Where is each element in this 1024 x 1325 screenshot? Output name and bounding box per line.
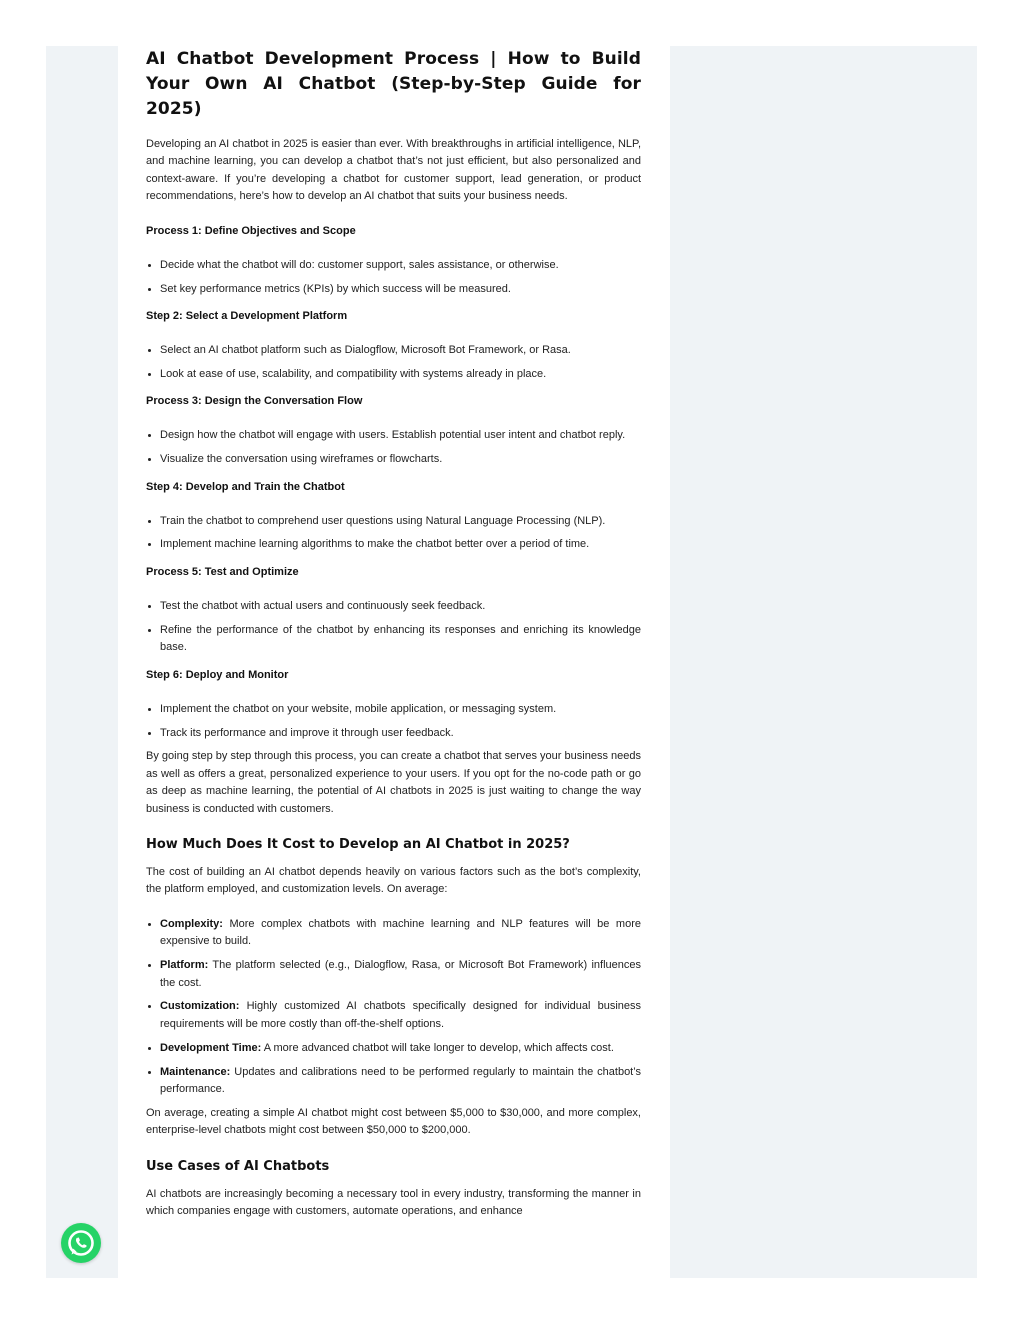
list-item xyxy=(160,916,641,951)
list-item: • Decide what the chatbot will do: customer support, sales assistance, or otherwise. xyxy=(160,257,641,274)
cost-factor-list xyxy=(146,916,641,1099)
cost-summary-paragraph: On average, creating a simple AI chatbot might cost between $5,000 to $30,000, and more complex, enterprise-level chatbots might cost between $50,000 to $200,000. xyxy=(146,1107,641,1137)
list-item: • Refine the performance of the chatbot by enhancing its responses and enriching its knowledge base. xyxy=(160,622,641,657)
factor-text: Highly customized AI chatbots specifically designed for individual business requirements will be more costly than off-the-shelf options. xyxy=(160,1000,641,1030)
factor-text: The platform selected (e.g., Dialogflow, Rasa, or Microsoft Bot Framework) influences the cost. xyxy=(160,959,641,989)
step-heading: Step 4: Develop and Train the Chatbot xyxy=(146,480,345,493)
list-item: • Set key performance metrics (KPIs) by which success will be measured. xyxy=(160,281,641,298)
step-heading: Process 1: Define Objectives and Scope xyxy=(146,224,356,237)
whatsapp-icon xyxy=(61,1223,101,1263)
list-item: • Look at ease of use, scalability, and compatibility with systems already in place. xyxy=(160,366,641,383)
section-heading-use-cases: Use Cases of AI Chatbots xyxy=(146,1158,330,1174)
list-item: • Select an AI chatbot platform such as Dialogflow, Microsoft Bot Framework, or Rasa. xyxy=(160,342,641,359)
factor-label: Development Time: xyxy=(160,1041,262,1054)
step-heading: Step 2: Select a Development Platform xyxy=(146,309,348,322)
step-list xyxy=(146,257,641,298)
whatsapp-chat-button[interactable] xyxy=(61,1223,101,1263)
cost-intro-paragraph: The cost of building an AI chatbot depends heavily on various factors such as the bot’s complexity, the platform employed, and customization levels. On average: xyxy=(146,866,641,896)
step-list xyxy=(146,598,641,657)
steps-section xyxy=(146,223,641,742)
step-list xyxy=(146,427,641,468)
step-list xyxy=(146,342,641,383)
intro-paragraph: Developing an AI chatbot in 2025 is easier than ever. With breakthroughs in artificial intelligence, NLP, and machine learning, you can develop a chatbot that’s not just efficient, but also personalized and context-aware. If you’re developing a chatbot for customer support, lead generation, or product recommendations, here’s how to develop an AI chatbot that suits your business needs. xyxy=(146,138,641,203)
factor-text: A more advanced chatbot will take longer to develop, which affects cost. xyxy=(261,1041,614,1054)
list-item xyxy=(160,1040,641,1057)
factor-text: Updates and calibrations need to be performed regularly to maintain the chatbot’s performance. xyxy=(160,1065,641,1096)
step-list xyxy=(146,701,641,742)
list-item: • Track its performance and improve it through user feedback. xyxy=(160,725,641,742)
factor-label: Complexity: xyxy=(160,917,223,930)
list-item: • Implement machine learning algorithms to make the chatbot better over a period of time. xyxy=(160,536,641,553)
list-item: • Visualize the conversation using wireframes or flowcharts. xyxy=(160,451,641,468)
section-heading-cost: How Much Does It Cost to Develop an AI Chatbot in 2025? xyxy=(146,837,570,853)
list-item xyxy=(160,1064,641,1099)
page-title: AI Chatbot Development Process | How to Build Your Own AI Chatbot (Step-by-Step Guide for 2025) xyxy=(146,49,641,119)
step-heading: Step 6: Deploy and Monitor xyxy=(146,668,289,681)
factor-label: Maintenance: xyxy=(160,1065,231,1078)
factor-label: Customization: xyxy=(160,1000,240,1013)
article xyxy=(118,46,670,1278)
list-item: • Design how the chatbot will engage with users. Establish potential user intent and chatbot reply. xyxy=(160,427,641,444)
use-cases-intro-paragraph: AI chatbots are increasingly becoming a necessary tool in every industry, transforming the manner in which companies engage with customers, automate operations, and enhance xyxy=(146,1187,641,1218)
list-item: • Test the chatbot with actual users and continuously seek feedback. xyxy=(160,598,641,615)
factor-label: Platform: xyxy=(160,959,209,972)
factor-text: More complex chatbots with machine learning and NLP features will be more expensive to build. xyxy=(160,917,641,948)
conclusion-paragraph: By going step by step through this process, you can create a chatbot that serves your business needs as well as offers a great, personalized experience to your users. If you opt for the no-code path or go as deep as machine learning, the potential of AI chatbots in 2025 is just waiting to change the way business is conducted with customers. xyxy=(146,750,641,815)
list-item: • Implement the chatbot on your website, mobile application, or messaging system. xyxy=(160,701,641,718)
list-item: • Train the chatbot to comprehend user questions using Natural Language Processing (NLP). xyxy=(160,513,641,530)
step-heading: Process 3: Design the Conversation Flow xyxy=(146,395,363,408)
list-item xyxy=(160,957,641,992)
step-heading: Process 5: Test and Optimize xyxy=(146,565,299,578)
step-list xyxy=(146,513,641,554)
list-item xyxy=(160,998,641,1033)
